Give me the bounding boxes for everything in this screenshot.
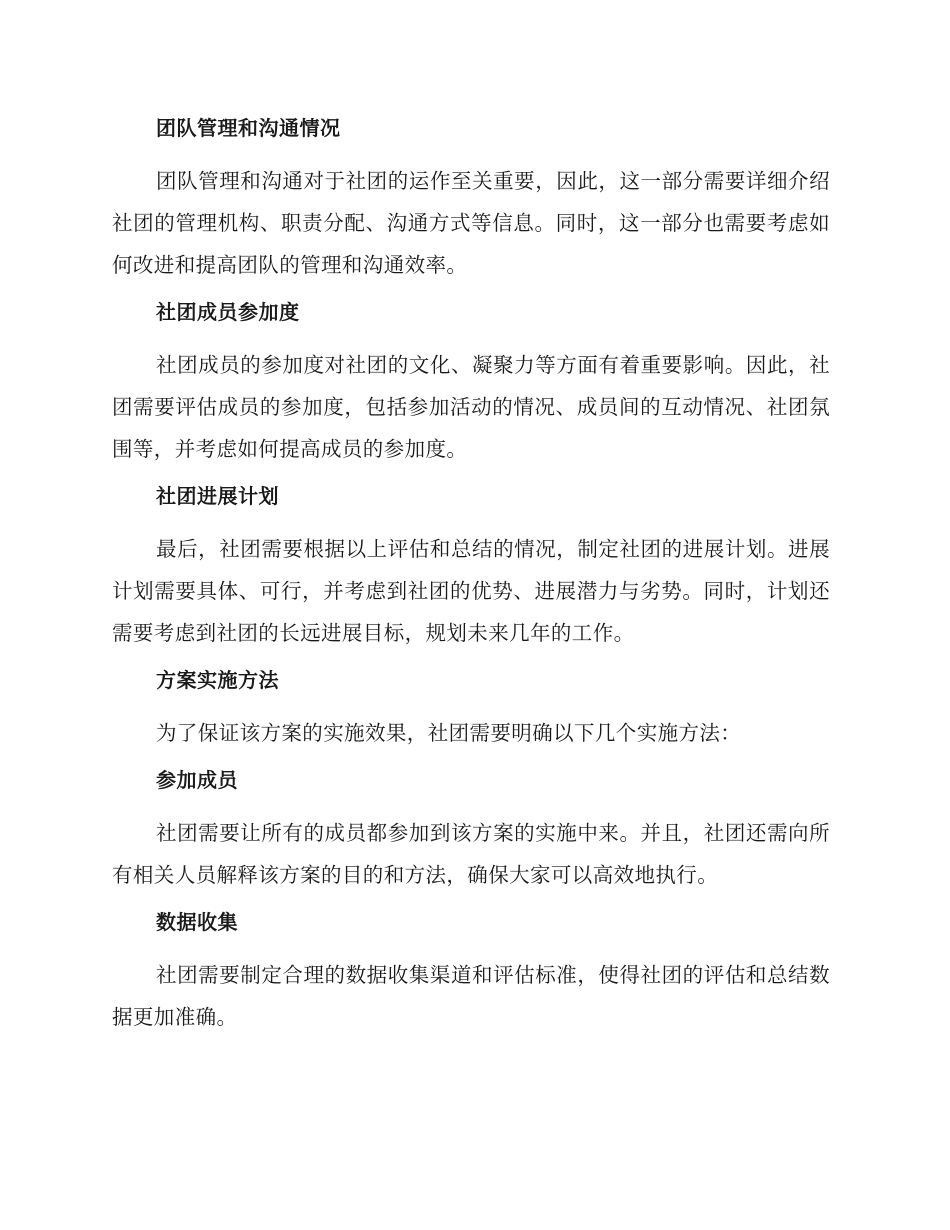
- heading-participating-members: 参加成员: [156, 768, 238, 792]
- heading-development-plan: 社团进展计划: [156, 484, 279, 508]
- paragraph-member-participation: 社团成员的参加度对社团的文化、凝聚力等方面有着重要影响。因此，社团需要评估成员的参加度，包括参加活动的情况、成员间的互动情况、社团氛围等，并考虑如何提高成员的参加度。: [112, 353, 830, 461]
- paragraph-team-management: 团队管理和沟通对于社团的运作至关重要，因此，这一部分需要详细介绍社团的管理机构、职责分配、沟通方式等信息。同时，这一部分也需要考虑如何改进和提高团队的管理和沟通效率。: [112, 169, 830, 277]
- heading-team-management: 团队管理和沟通情况: [156, 116, 341, 140]
- heading-implementation-methods: 方案实施方法: [156, 668, 279, 692]
- paragraph-development-plan: 最后，社团需要根据以上评估和总结的情况，制定社团的进展计划。进展计划需要具体、可行，并考虑到社团的优势、进展潜力与劣势。同时，计划还需要考虑到社团的长远进展目标，规划未来几年的工作。: [112, 537, 830, 645]
- heading-data-collection: 数据收集: [156, 910, 238, 934]
- paragraph-participating-members: 社团需要让所有的成员都参加到该方案的实施中来。并且，社团还需向所有相关人员解释该方案的目的和方法，确保大家可以高效地执行。: [112, 821, 830, 887]
- paragraph-data-collection: 社团需要制定合理的数据收集渠道和评估标准，使得社团的评估和总结数据更加准确。: [112, 963, 830, 1029]
- paragraph-implementation-methods: 为了保证该方案的实施效果，社团需要明确以下几个实施方法：: [156, 721, 742, 745]
- document-page: [112, 100, 830, 1050]
- heading-member-participation: 社团成员参加度: [156, 300, 300, 324]
